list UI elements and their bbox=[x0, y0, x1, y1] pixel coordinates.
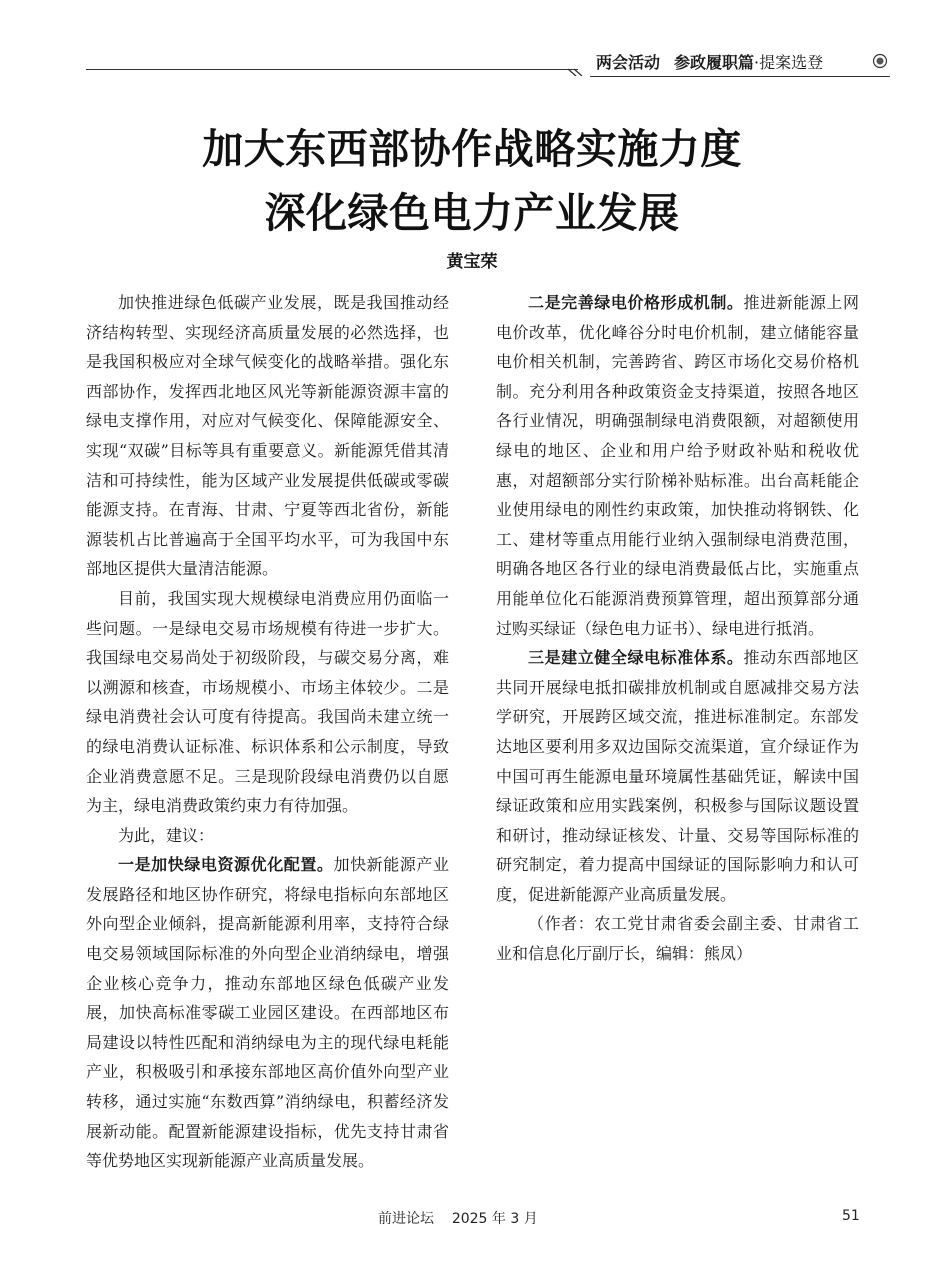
proposal-2-text: 推进新能源上网电价改革，优化峰谷分时电价机制，建立储能容量电价相关机制，完善跨省、跨区市场化交易价格机制。充分利用各种政策资金支持渠道，按照各地区各行业情况，明确强制绿电消费限额，对超额使用绿电的地区、企业和用户给予财政补贴和税收优惠，对超额部分实行阶梯补贴标准。出台高耗能企业使用绿电的刚性约束政策，加快推动将钢铁、化工、建材等重点用能行业纳入强制绿电消费范围，明确各地区各行业的绿电消费最低占比，实施重点用能单位化石能源消费预算管理，超出预算部分通过购买绿证（绿色电力证书）、绿电进行抵消。 bbox=[496, 293, 859, 638]
page-number: 51 bbox=[842, 1208, 860, 1224]
footer-issue: 2025 年 3 月 bbox=[451, 1211, 538, 1227]
header-separator: · bbox=[754, 53, 760, 72]
header-rule-left bbox=[86, 69, 578, 70]
proposal-1-heading: 一是加快绿电资源优化配置。 bbox=[118, 855, 334, 875]
proposal-2-heading: 二是完善绿电价格形成机制。 bbox=[528, 293, 744, 312]
paragraph-proposal-3 bbox=[496, 643, 859, 909]
paragraph-proposal-2 bbox=[496, 288, 859, 643]
article-title-line-1: 加大东西部协作战略实施力度 bbox=[202, 125, 742, 173]
paragraph-proposal-1 bbox=[86, 850, 449, 1176]
article-title-line-2: 深化绿色电力产业发展 bbox=[264, 189, 680, 237]
header-rule-right bbox=[590, 76, 890, 77]
header-column: 提案选登 bbox=[759, 53, 824, 72]
paragraph-problems: 目前，我国实现大规模绿电消费应用仍面临一些问题。一是绿电交易市场规模有待进一步扩大。我国绿电交易尚处于初级阶段，与碳交易分离，难以溯源和核查，市场规模小、市场主体较少。二是绿电消费社会认可度有待提高。我国尚未建立统一的绿电消费认证标准、标识体系和公示制度，导致企业消费意愿不足。三是现阶段绿电消费仍以自愿为主，绿电消费政策约束力有待加强。 bbox=[86, 588, 449, 816]
footer-magazine-issue bbox=[378, 1208, 538, 1228]
paragraph-intro: 加快推进绿色低碳产业发展，既是我国推动经济结构转型、实现经济高质量发展的必然选择，也是我国积极应对全球气候变化的战略举措。强化东西部协作，发挥西北地区风光等新能源资源丰富的绿电支撑作用，对应对气候变化、保障能源安全、实现“双碳”目标等具有重要意义。新能源凭借其清洁和可持续性，能为区域产业发展提供低碳或零碳能源支持。在青海、甘肃、宁夏等西北省份，新能源装机占比普遍高于全国平均水平，可为我国中东部地区提供大量清洁能源。 bbox=[86, 293, 449, 579]
proposal-3-text: 推动东西部地区共同开展绿电抵扣碳排放机制或自愿减排交易方法学研究，开展跨区域交流，推进标准制定。东部发达地区要利用多双边国际交流渠道，宣介绿证作为中国可再生能源电量环境属性基础凭证，解读中国绿证政策和应用实践案例，积极参与国际议题设置和研讨，推动绿证核发、计量、交易等国际标准的研究制定，着力提高中国绿证的国际影响力和认可度，促进新能源产业高质量发展。 bbox=[496, 648, 859, 904]
running-header bbox=[596, 50, 823, 73]
paragraph-proposal-lead: 为此，建议： bbox=[118, 825, 215, 845]
footer-magazine: 前进论坛 bbox=[378, 1211, 434, 1227]
header-section: 两会活动 bbox=[596, 53, 661, 72]
proposal-3-heading: 三是建立健全绿电标准体系。 bbox=[528, 648, 744, 668]
body-column-left bbox=[86, 288, 449, 1176]
target-circle-icon bbox=[872, 53, 888, 69]
body-column-right bbox=[496, 288, 859, 969]
article-author: 黄宝荣 bbox=[446, 252, 498, 272]
header-subsection: 参政履职篇 bbox=[674, 53, 755, 72]
proposal-1-text: 加快新能源产业发展路径和地区协作研究，将绿电指标向东部地区外向型企业倾斜，提高新能源利用率，支持符合绿电交易领域国际标准的外向型企业消纳绿电，增强企业核心竞争力，推动东部地区绿色低碳产业发展，加快高标准零碳工业园区建设。在西部地区布局建设以特性匹配和消纳绿电为主的现代绿电耗能产业，积极吸引和承接东部地区高价值外向型产业转移，通过实施“东数西算”消纳绿电，积蓄经济发展新动能。配置新能源建设指标，优先支持甘肃省等优势地区实现新能源产业高质量发展。 bbox=[86, 855, 449, 1171]
author-note: （作者：农工党甘肃省委会副主委、甘肃省工业和信息化厅副厅长，编辑：熊凤） bbox=[496, 914, 859, 964]
